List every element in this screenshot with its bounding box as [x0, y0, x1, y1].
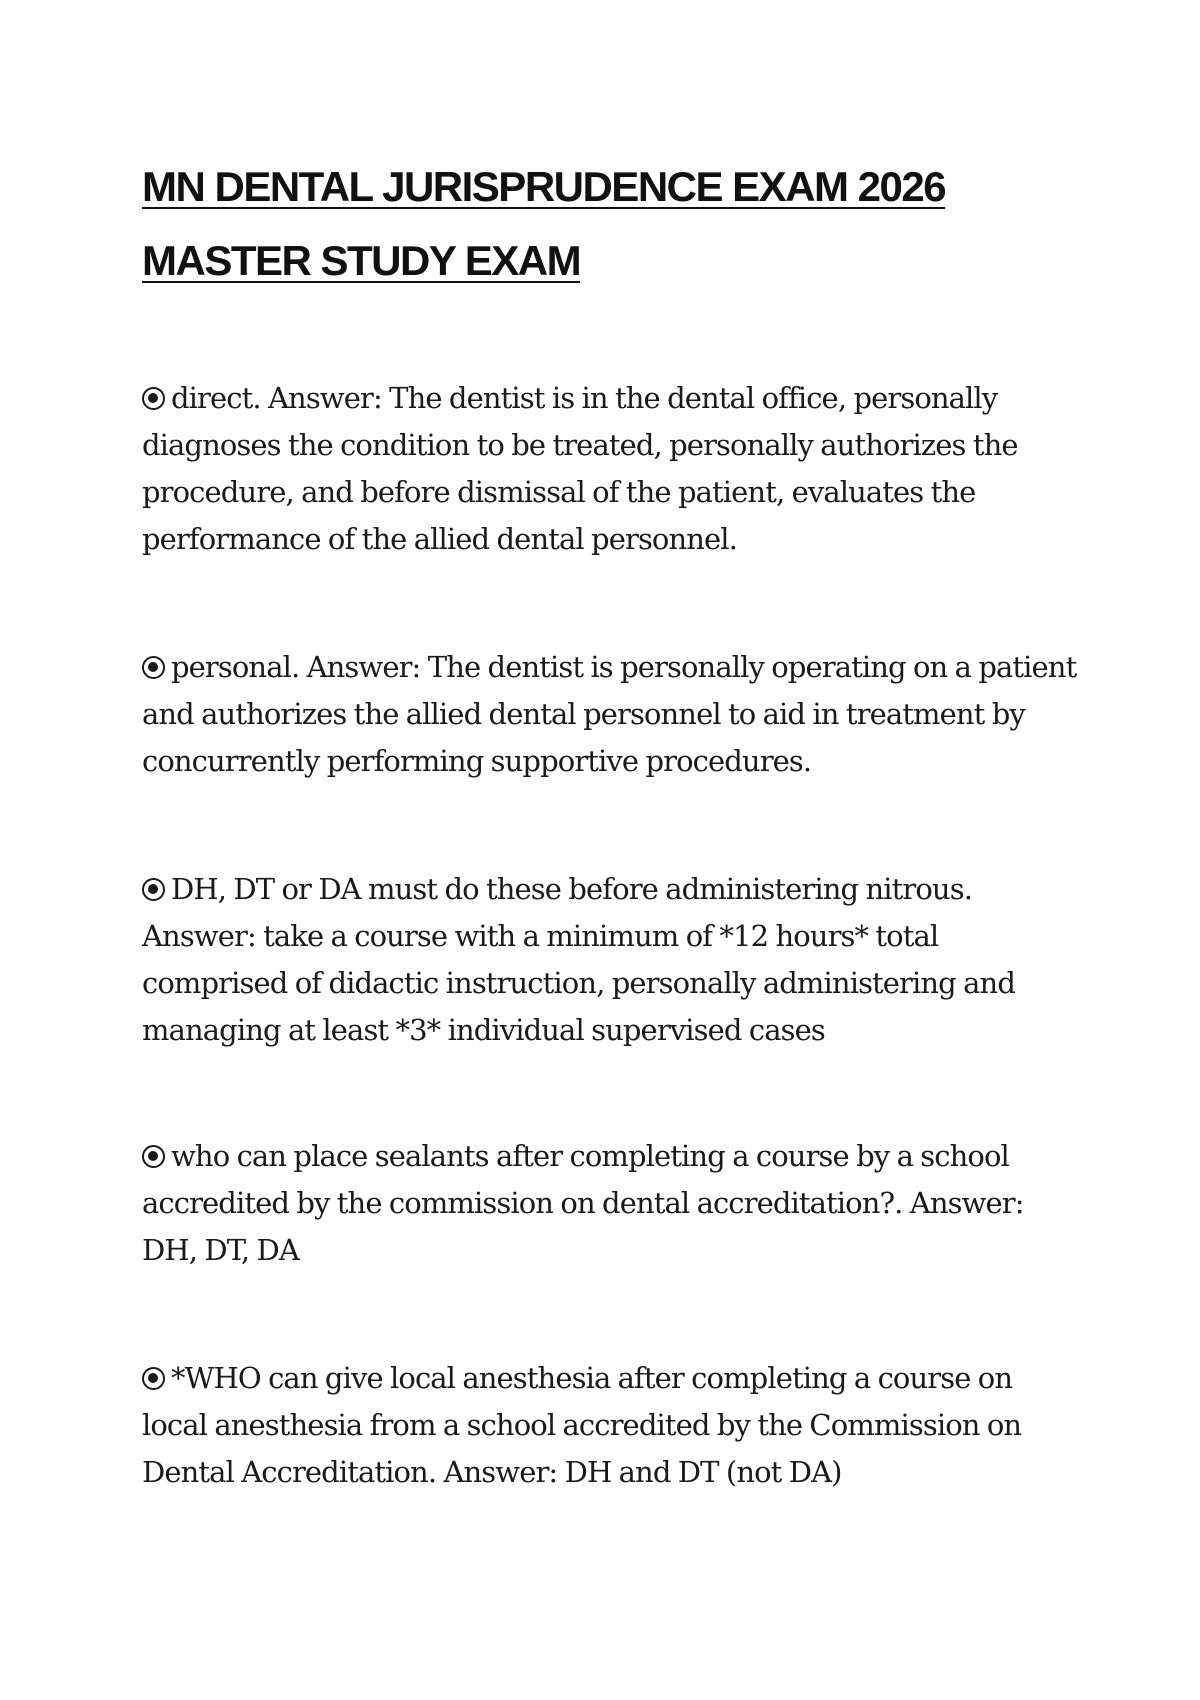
- qa-item-5: [142, 1355, 1082, 1496]
- qa-item-text: *WHO can give local anesthesia after completing a course on local anesthesia from a school accredited by the Commission on Dental Accreditation. Answer: DH and DT (not DA): [142, 1361, 1022, 1489]
- qa-item-2: [142, 644, 1082, 785]
- page-title: [142, 150, 1102, 298]
- qa-item-3: [142, 866, 1082, 1054]
- qa-item-text: personal. Answer: The dentist is personally operating on a patient and authorizes the allied dental personnel to aid in treatment by concurrently performing supportive procedures.: [142, 650, 1077, 778]
- radio-bullet-icon: [142, 1145, 165, 1168]
- qa-item-text: who can place sealants after completing a course by a school accredited by the commission on dental accreditation?. Answer: DH, DT, DA: [142, 1139, 1024, 1267]
- page-title-line-1: MN DENTAL JURISPRUDENCE EXAM 2026: [142, 163, 946, 210]
- radio-bullet-icon: [142, 387, 165, 410]
- radio-bullet-icon: [142, 656, 165, 679]
- qa-item-1: [142, 375, 1082, 563]
- qa-item-4: [142, 1133, 1082, 1274]
- radio-bullet-icon: [142, 1367, 165, 1390]
- qa-item-text: direct. Answer: The dentist is in the dental office, personally diagnoses the condition to be treated, personally authorizes the procedure, and before dismissal of the patient, evaluates the performance of the allied dental personnel.: [142, 381, 1018, 556]
- qa-item-text: DH, DT or DA must do these before administering nitrous. Answer: take a course with a minimum of *12 hours* total comprised of didactic instruction, personally administering and managing at least *3* individual supervised cases: [142, 872, 1015, 1047]
- page-title-line-2: MASTER STUDY EXAM: [142, 237, 581, 284]
- radio-bullet-icon: [142, 878, 165, 901]
